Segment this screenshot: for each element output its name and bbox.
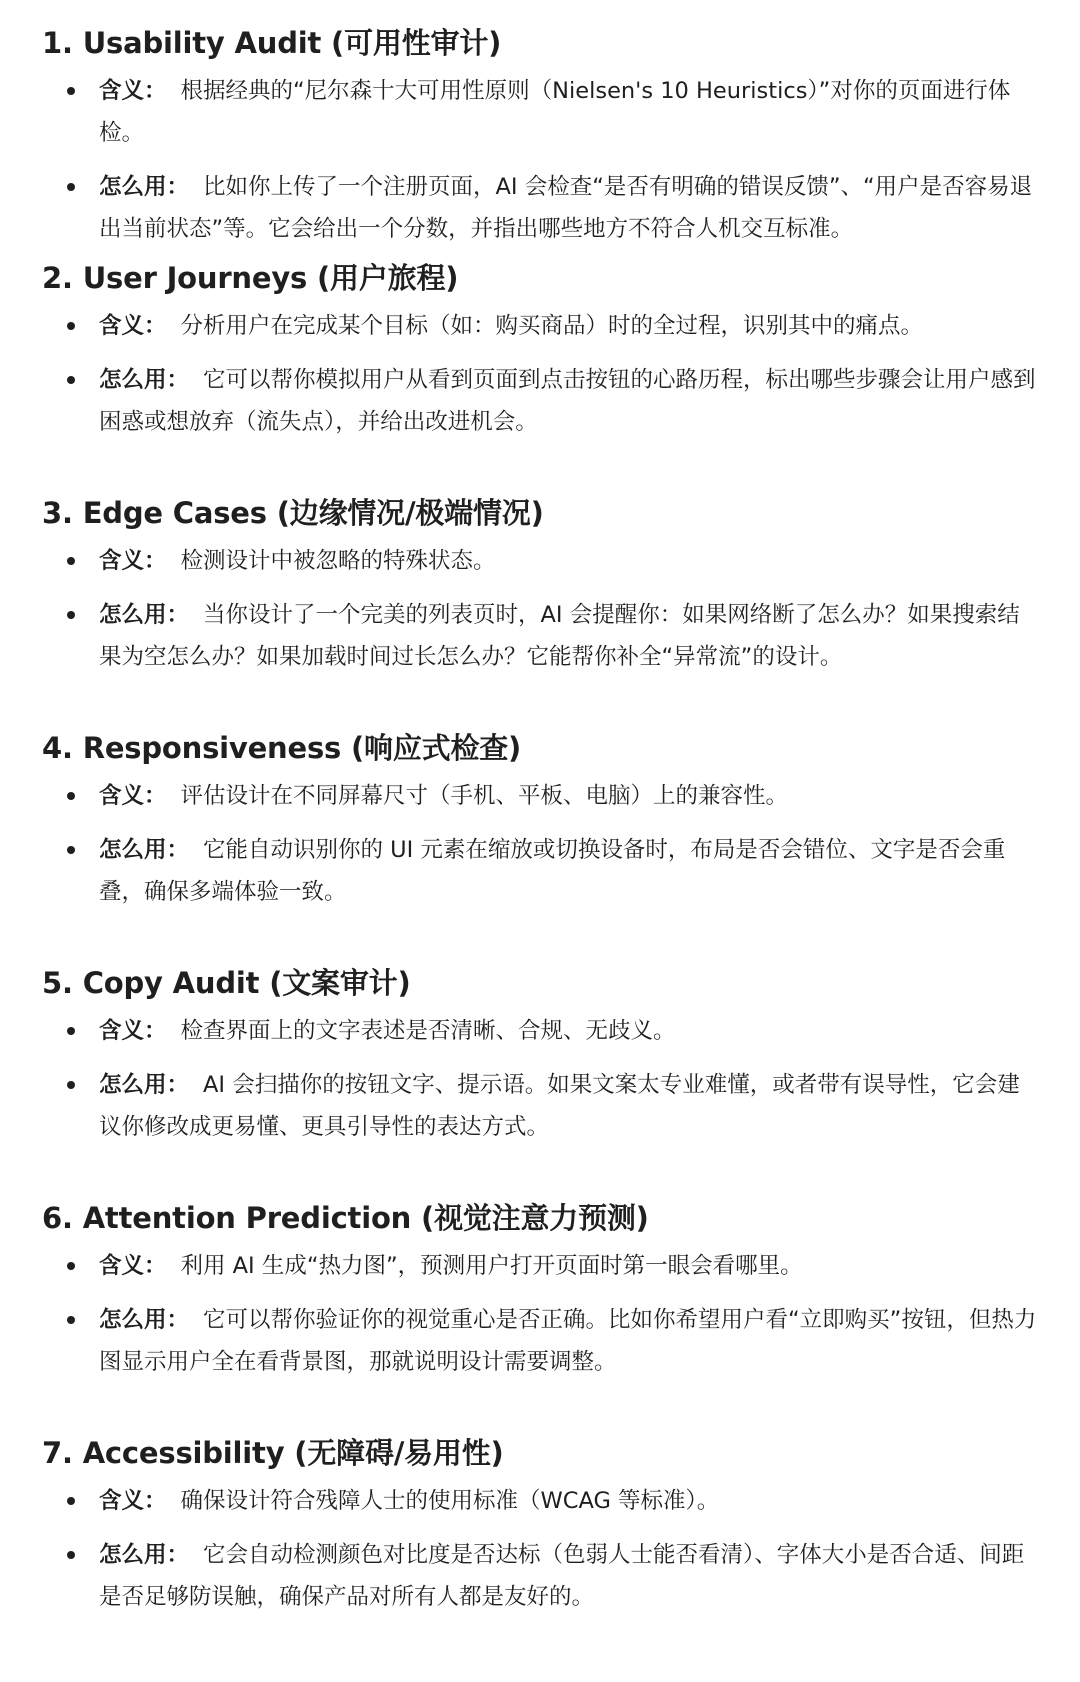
list-item-meaning bbox=[42, 305, 1042, 347]
list-item-meaning bbox=[42, 775, 1042, 817]
section-edge-cases bbox=[42, 490, 1042, 725]
bullet-dot-icon bbox=[67, 557, 75, 565]
item-text: 分析用户在完成某个目标（如：购买商品）时的全过程，识别其中的痛点。 bbox=[180, 313, 924, 339]
bullet-dot-icon bbox=[67, 611, 75, 619]
item-label: 含义： bbox=[99, 313, 167, 339]
section-responsiveness bbox=[42, 725, 1042, 960]
item-text: 比如你上传了一个注册页面，AI 会检查“是否有明确的错误反馈”、“用户是否容易退出当前状态”等。它会给出一个分数，并指出哪些地方不符合人机交互标准。 bbox=[99, 174, 1033, 242]
section-title: 2. User Journeys (用户旅程) bbox=[42, 261, 459, 295]
item-label: 含义： bbox=[99, 783, 167, 809]
item-text: 检查界面上的文字表述是否清晰、合规、无歧义。 bbox=[180, 1018, 676, 1044]
item-text: 它能自动识别你的 UI 元素在缩放或切换设备时，布局是否会错位、文字是否会重叠，确保多端体验一致。 bbox=[99, 837, 1006, 905]
item-label: 怎么用： bbox=[99, 602, 190, 628]
list-item-usage bbox=[42, 1064, 1042, 1148]
item-label: 怎么用： bbox=[99, 367, 190, 393]
item-label: 含义： bbox=[99, 1488, 167, 1514]
bullet-list bbox=[42, 540, 1042, 678]
list-item-usage bbox=[42, 829, 1042, 913]
item-text: 检测设计中被忽略的特殊状态。 bbox=[180, 548, 496, 574]
list-item-meaning bbox=[42, 540, 1042, 582]
bullet-list bbox=[42, 1245, 1042, 1383]
item-label: 怎么用： bbox=[99, 1307, 190, 1333]
item-text: 利用 AI 生成“热力图”，预测用户打开页面时第一眼会看哪里。 bbox=[180, 1253, 803, 1279]
list-item-usage bbox=[42, 166, 1042, 250]
section-accessibility bbox=[42, 1430, 1042, 1665]
bullet-list bbox=[42, 775, 1042, 913]
item-text: 评估设计在不同屏幕尺寸（手机、平板、电脑）上的兼容性。 bbox=[180, 783, 789, 809]
section-title: 4. Responsiveness (响应式检查) bbox=[42, 731, 522, 765]
list-item-usage bbox=[42, 1534, 1042, 1618]
bullet-list bbox=[42, 305, 1042, 443]
section-copy-audit bbox=[42, 960, 1042, 1195]
bullet-list bbox=[42, 70, 1042, 250]
section-title: 3. Edge Cases (边缘情况/极端情况) bbox=[42, 496, 544, 530]
item-text: AI 会扫描你的按钮文字、提示语。如果文案太专业难懂，或者带有误导性，它会建议你修改成更易懂、更具引导性的表达方式。 bbox=[99, 1072, 1020, 1140]
section-title: 6. Attention Prediction (视觉注意力预测) bbox=[42, 1201, 649, 1235]
list-item-usage bbox=[42, 1299, 1042, 1383]
list-item-meaning bbox=[42, 70, 1042, 154]
item-text: 它会自动检测颜色对比度是否达标（色弱人士能否看清）、字体大小是否合适、间距是否足够防误触，确保产品对所有人都是友好的。 bbox=[99, 1542, 1025, 1610]
item-text: 当你设计了一个完美的列表页时，AI 会提醒你：如果网络断了怎么办？如果搜索结果为空怎么办？如果加载时间过长怎么办？它能帮你补全“异常流”的设计。 bbox=[99, 602, 1020, 670]
bullet-dot-icon bbox=[67, 1497, 75, 1505]
section-title: 5. Copy Audit (文案审计) bbox=[42, 966, 411, 1000]
item-text: 确保设计符合残障人士的使用标准（WCAG 等标准）。 bbox=[180, 1488, 720, 1514]
section-attention-prediction bbox=[42, 1195, 1042, 1430]
item-label: 含义： bbox=[99, 1018, 167, 1044]
item-label: 怎么用： bbox=[99, 174, 190, 200]
bullet-dot-icon bbox=[67, 792, 75, 800]
item-text: 根据经典的“尼尔森十大可用性原则（Nielsen's 10 Heuristics）”对你的页面进行体检。 bbox=[99, 78, 1011, 146]
item-label: 含义： bbox=[99, 78, 167, 104]
bullet-list bbox=[42, 1010, 1042, 1148]
bullet-dot-icon bbox=[67, 1316, 75, 1324]
bullet-dot-icon bbox=[67, 376, 75, 384]
bullet-dot-icon bbox=[67, 1551, 75, 1559]
bullet-list bbox=[42, 1480, 1042, 1618]
bullet-dot-icon bbox=[67, 322, 75, 330]
item-label: 怎么用： bbox=[99, 1542, 190, 1568]
bullet-dot-icon bbox=[67, 846, 75, 854]
section-title: 1. Usability Audit (可用性审计) bbox=[42, 26, 502, 60]
bullet-dot-icon bbox=[67, 1262, 75, 1270]
item-label: 怎么用： bbox=[99, 837, 190, 863]
list-item-usage bbox=[42, 594, 1042, 678]
item-label: 怎么用： bbox=[99, 1072, 190, 1098]
list-item-meaning bbox=[42, 1010, 1042, 1052]
list-item-meaning bbox=[42, 1480, 1042, 1522]
list-item-meaning bbox=[42, 1245, 1042, 1287]
section-user-journeys bbox=[42, 255, 1042, 490]
item-label: 含义： bbox=[99, 1253, 167, 1279]
item-text: 它可以帮你验证你的视觉重心是否正确。比如你希望用户看“立即购买”按钮，但热力图显示用户全在看背景图，那就说明设计需要调整。 bbox=[99, 1307, 1037, 1375]
section-usability-audit bbox=[42, 20, 1042, 255]
bullet-dot-icon bbox=[67, 1027, 75, 1035]
section-title: 7. Accessibility (无障碍/易用性) bbox=[42, 1436, 504, 1470]
item-label: 含义： bbox=[99, 548, 167, 574]
list-item-usage bbox=[42, 359, 1042, 443]
bullet-dot-icon bbox=[67, 183, 75, 191]
bullet-dot-icon bbox=[67, 87, 75, 95]
item-text: 它可以帮你模拟用户从看到页面到点击按钮的心路历程，标出哪些步骤会让用户感到困惑或想放弃（流失点），并给出改进机会。 bbox=[99, 367, 1036, 435]
bullet-dot-icon bbox=[67, 1081, 75, 1089]
